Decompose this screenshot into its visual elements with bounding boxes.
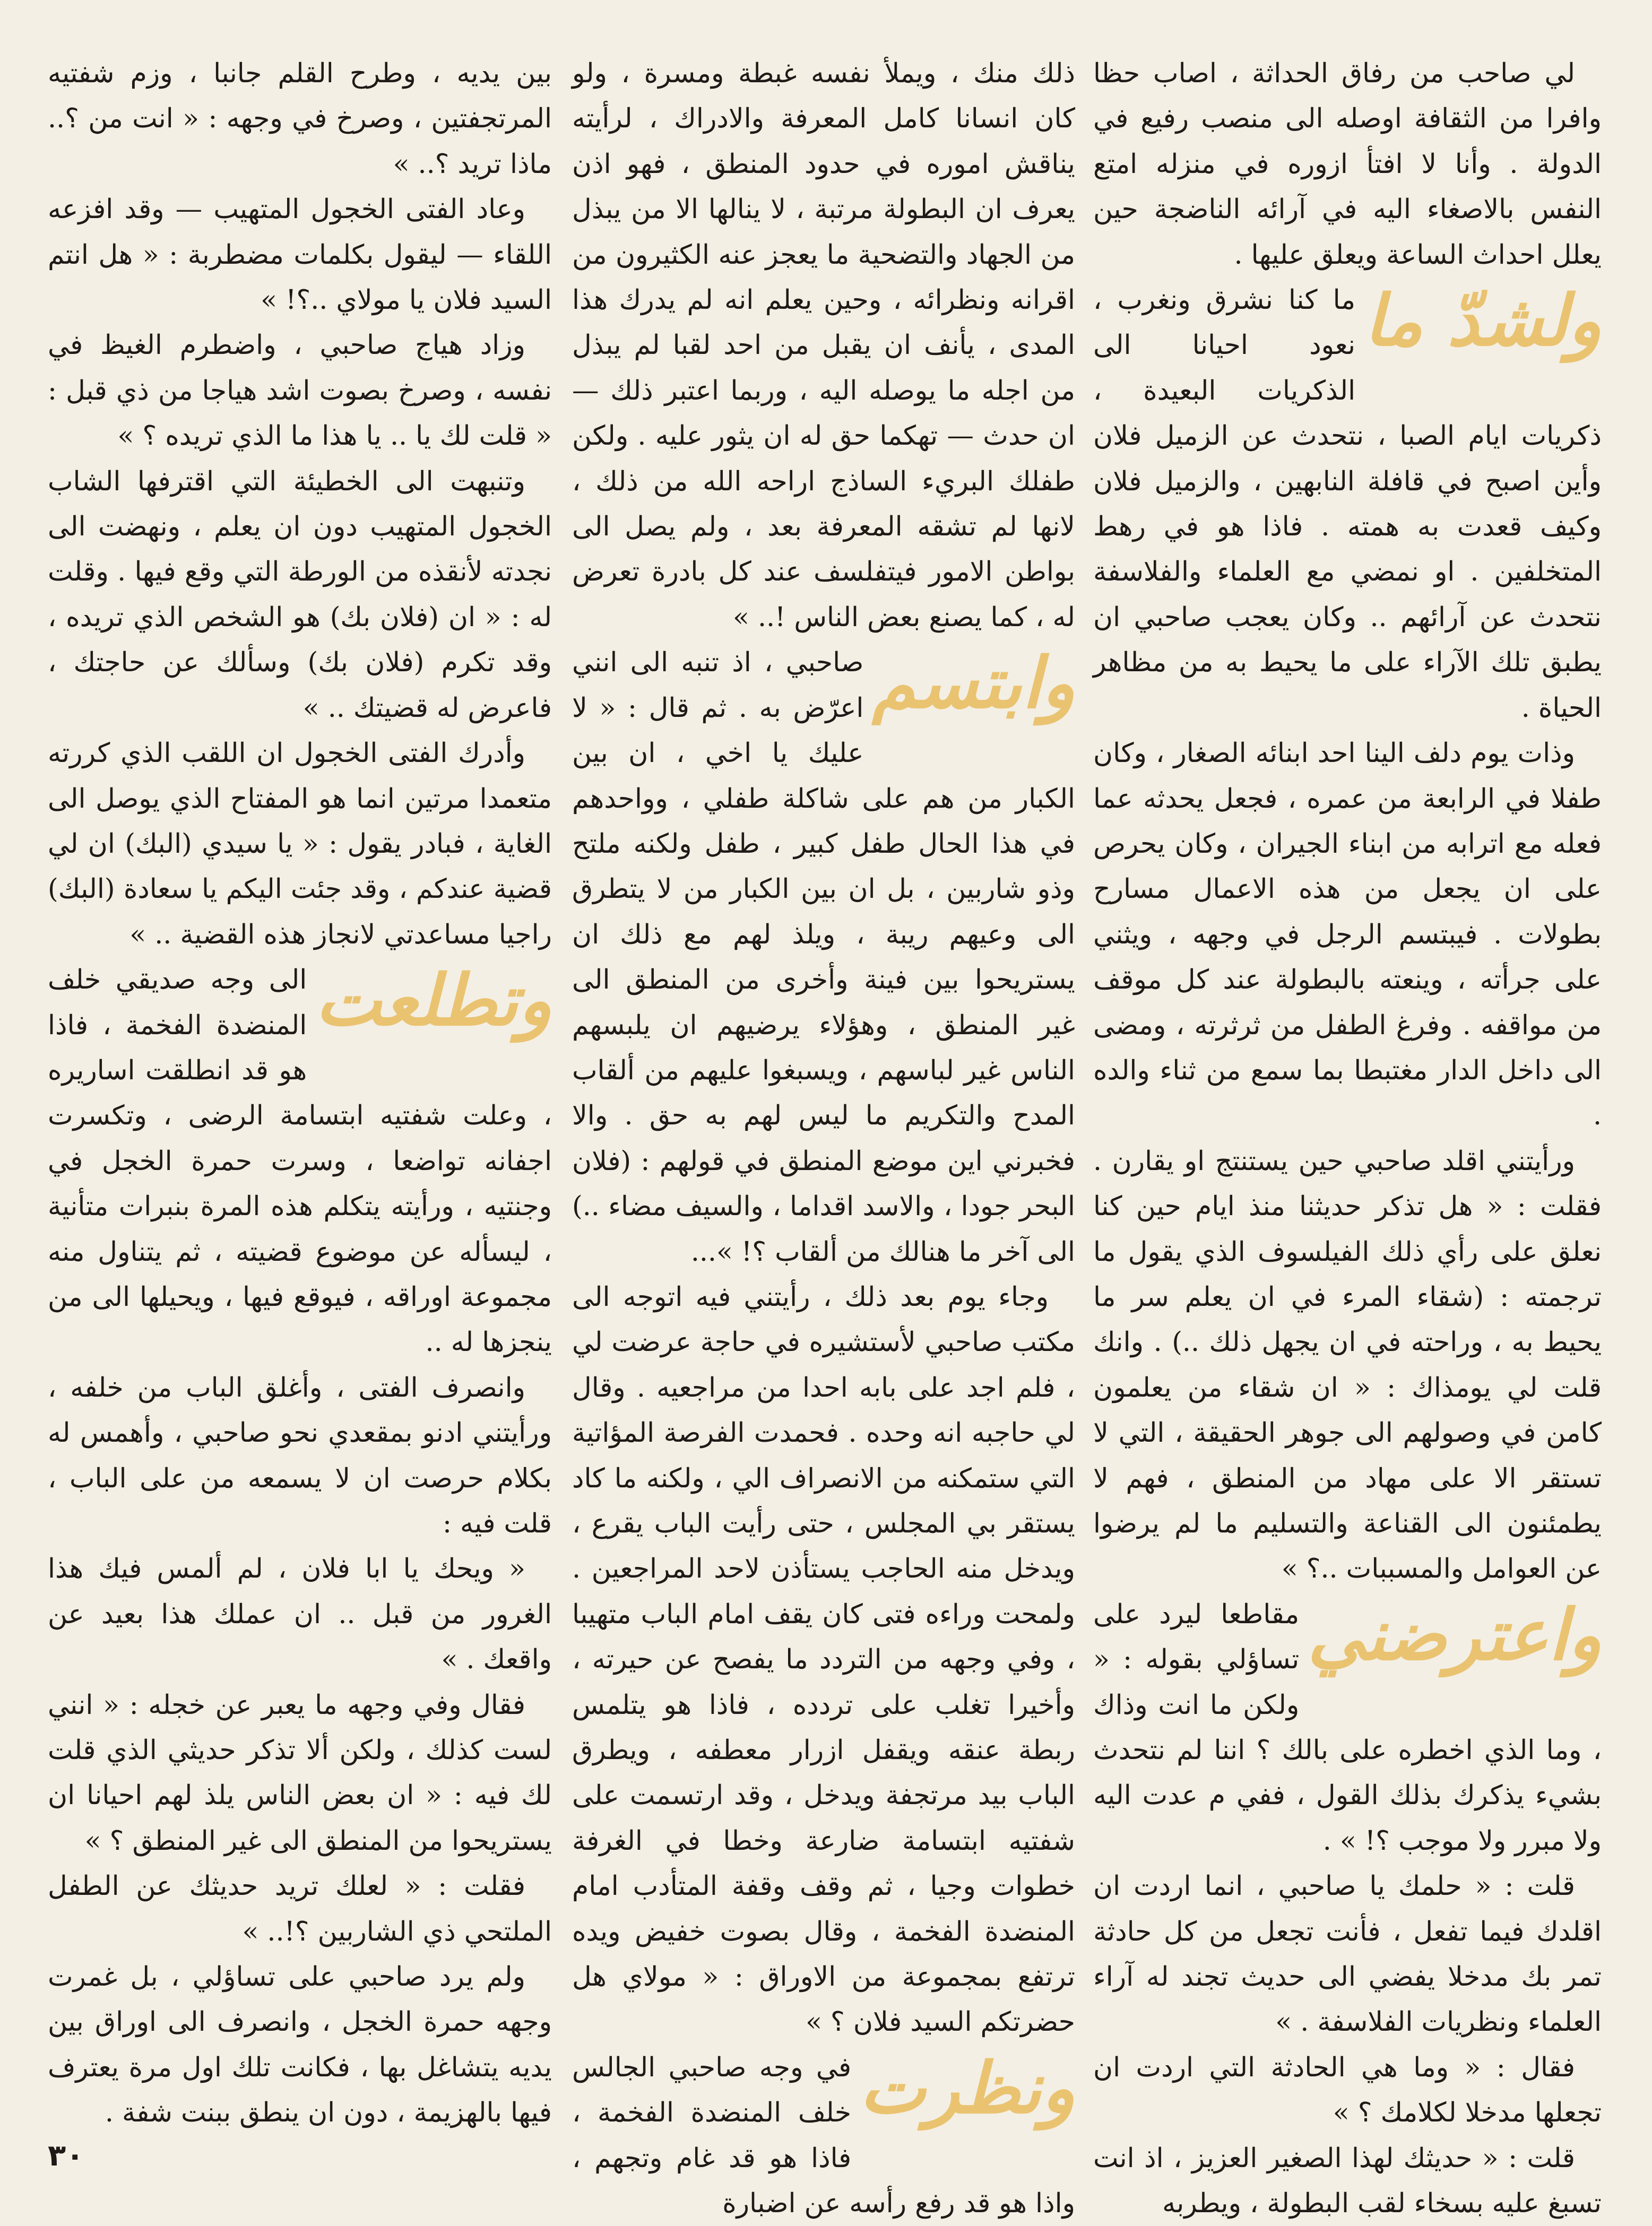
paragraph-text: وأدرك الفتى الخجول ان اللقب الذي كررته متعمدا مرتين انما هو المفتاح الذي يوصل الى الغاية ، فبادر يقول : « يا سيدي (البك) ان لي قضية عندكم ، وقد جئت اليكم يا سعادة (البك) راجيا مساعدتي لانجاز هذه القضية .. » bbox=[48, 737, 552, 950]
paragraph bbox=[1093, 1863, 1602, 2045]
decorative-initial-word: وابتسم bbox=[872, 642, 1075, 725]
paragraph-text: مقاطعا ليرد على تساؤلي بقوله : « ولكن ما انت وذاك ، وما الذي اخطره على بالك ؟ اننا لم نتحدث بشيء يذكرك بذلك القول ، ففي م عدت اليه ولا مبرر ولا موجب ؟! » . bbox=[1093, 1598, 1602, 1856]
paragraph-text: وعاد الفتى الخجول المتهيب — وقد افزعه اللقاء — ليقول بكلمات مضطربة : « هل انتم السيد فلان يا مولاي ..؟! » bbox=[48, 193, 552, 316]
paragraph bbox=[48, 1546, 552, 1682]
paragraph bbox=[48, 1365, 552, 1546]
decorative-initial-word: وتطلعت bbox=[315, 959, 552, 1042]
paragraph bbox=[48, 322, 552, 458]
paragraph bbox=[1093, 1138, 1602, 1591]
page-number: ٣٠ bbox=[48, 2138, 84, 2173]
paragraph bbox=[48, 730, 552, 957]
paragraph-text: فقال : « وما هي الحادثة التي اردت ان تجعلها مدخلا لكلامك ؟ » bbox=[1093, 2051, 1602, 2128]
paragraph-text: ورأيتني اقلد صاحبي حين يستنتج او يقارن . فقلت : « هل تذكر حديثنا منذ ايام حين كنا نعلق على رأي ذلك الفيلسوف الذي يقول ما ترجمته : (شقاء المرء في ان يعلم سر ما يحيط به ، وراحته في ان يجهل ذلك ..) . وانك قلت لي يومذاك : « ان شقاء من يعلمون كامن في وصولهم الى جوهر الحقيقة ، التي لا تستقر الا على مهاد من المنطق ، فهم لا يطمئنون الى القناعة والتسليم ما لم يرضوا عن العوامل والمسببات ..؟ » bbox=[1093, 1145, 1602, 1584]
paragraph-text: قلت : « حديثك لهذا الصغير العزيز ، اذ انت تسبغ عليه بسخاء لقب البطولة ، ويطربه bbox=[1093, 2142, 1602, 2219]
paragraph-text: ذلك منك ، ويملأ نفسه غبطة ومسرة ، ولو كان انسانا كامل المعرفة والادراك ، لرأيته يناقش اموره في حدود المنطق ، فهو اذن يعرف ان البطولة مرتبة ، لا ينالها الا من يبذل من الجهاد والتضحية ما يعجز عنه الكثيرون من اقرانه ونظرائه ، وحين يعلم انه لم يدرك هذا المدى ، يأنف ان يقبل من احد لقبا لم يبذل من اجله ما يوصله اليه ، وربما اعتبر ذلك — ان حدث — تهكما حق له ان يثور عليه . ولكن طفلك البريء الساذج اراحه الله من ذلك ، لانها لم تشقه المعرفة بعد ، ولم يصل الى بواطن الامور فيتفلسف عند كل بادرة تعرض له ، كما يصنع بعض الناس !.. » bbox=[572, 57, 1075, 633]
paragraph bbox=[1093, 50, 1602, 277]
paragraph-text: في وجه صاحبي الجالس خلف المنضدة الفخمة ، فاذا هو قد غام وتجهم ، واذا هو قد رفع رأسه عن اضبارة bbox=[572, 2051, 1075, 2219]
paragraph bbox=[1093, 2135, 1602, 2226]
paragraph-text: صاحبي ، اذ تنبه الى انني اعرّض به . ثم قال : « لا عليك يا اخي ، ان بين الكبار من هم على شاكلة طفلي ، وواحدهم في هذا الحال طفل كبير ، طفل ولكنه ملتح وذو شاربين ، بل ان بين الكبار من لا يتطرق الى وعيهم ريبة ، ويلذ لهم مع ذلك ان يستريحوا بين فينة وأخرى من المنطق الى غير المنطق ، وهؤلاء يرضيهم ان يلبسهم الناس غير لباسهم ، ويسبغوا عليهم من ألقاب المدح والتكريم ما ليس لهم به حق . والا فخبرني اين موضع المنطق في قولهم : (فلان البحر جودا ، والاسد اقداما ، والسيف مضاء ..) الى آخر ما هنالك من ألقاب ؟! »... bbox=[572, 646, 1075, 1267]
column-middle bbox=[572, 50, 1075, 2219]
paragraph-text: ولم يرد صاحبي على تساؤلي ، بل غمرت وجهه حمرة الخجل ، وانصرف الى اوراق بين يديه يتشاغل بها ، فكانت تلك اول مرة يعترف فيها بالهزيمة ، دون ان ينطق ببنت شفة . bbox=[48, 1961, 552, 2128]
paragraph bbox=[572, 2045, 1075, 2226]
paragraph bbox=[48, 50, 552, 186]
paragraph-text: « ويحك يا ابا فلان ، لم ألمس فيك هذا الغرور من قبل .. ان عملك هذا بعيد عن واقعك . » bbox=[48, 1553, 552, 1675]
decorative-initial-word: ونظرت bbox=[860, 2047, 1075, 2129]
decorative-initial-word: ولشدّ ما bbox=[1364, 280, 1602, 362]
paragraph bbox=[48, 1682, 552, 1864]
paragraph-text: فقال وفي وجهه ما يعبر عن خجله : « انني لست كذلك ، ولكن ألا تذكر حديثي الذي قلت لك فيه : « ان بعض الناس يلذ لهم احيانا ان يستريحوا من المنطق الى غير المنطق ؟ » bbox=[48, 1688, 552, 1856]
paragraph-text: ما كنا نشرق ونغرب ، نعود احيانا الى الذكريات البعيدة ، ذكريات ايام الصبا ، نتحدث عن الزميل فلان وأين اصبح في قافلة النابهين ، والزميل فلان وكيف قعدت به همته . فاذا هو في رهط المتخلفين . او نمضي مع العلماء والفلاسفة نتحدث عن آرائهم .. وكان يعجب صاحبي ان يطبق تلك الآراء على ما يحيط به من مظاهر الحياة . bbox=[1093, 284, 1602, 723]
paragraph bbox=[1093, 2045, 1602, 2135]
column-left bbox=[48, 50, 552, 2128]
paragraph bbox=[1093, 1591, 1602, 1863]
paragraph bbox=[48, 186, 552, 322]
paragraph bbox=[1093, 277, 1602, 730]
paragraph-text: الى وجه صديقي خلف المنضدة الفخمة ، فاذا هو قد انطلقت اساريره ، وعلت شفتيه ابتسامة الرضى ، وتكسرت اجفانه تواضعا ، وسرت حمرة الخجل في وجنتيه ، ورأيته يتكلم هذه المرة بنبرات متأنية ، ليسأله عن موضوع قضيته ، ثم يتناول منه مجموعة اوراقه ، فيوقع فيها ، ويحيلها الى من ينجزها له .. bbox=[48, 964, 552, 1358]
paragraph-text: وذات يوم دلف الينا احد ابنائه الصغار ، وكان طفلا في الرابعة من عمره ، فجعل يحدثه عما فعله مع اترابه من ابناء الجيران ، وكان يحرص على ان يجعل من هذه الاعمال مسارح بطولات . فيبتسم الرجل في وجهه ، ويثني على جرأته ، وينعته بالبطولة عند كل موقف من مواقفه . وفرغ الطفل من ثرثرته ، ومضى الى داخل الدار مغتبطا بما سمع من ثناء والده . bbox=[1093, 737, 1602, 1131]
decorative-initial-word: واعترضني bbox=[1308, 1593, 1602, 1676]
paragraph-text: قلت : « حلمك يا صاحبي ، انما اردت ان اقلدك فيما تفعل ، فأنت تجعل من كل حادثة تمر بك مدخلا يفضي الى حديث تجند له آراء العلماء ونظريات الفلاسفة . » bbox=[1093, 1870, 1602, 2038]
paragraph bbox=[572, 1274, 1075, 2045]
paragraph bbox=[48, 1863, 552, 1954]
paragraph bbox=[1093, 730, 1602, 1138]
paragraph bbox=[48, 458, 552, 730]
paragraph-text: وانصرف الفتى ، وأغلق الباب من خلفه ، ورأيتني ادنو بمقعدي نحو صاحبي ، وأهمس له بكلام حرصت ان لا يسمعه من على الباب ، قلت فيه : bbox=[48, 1371, 552, 1539]
paragraph-text: بين يديه ، وطرح القلم جانبا ، وزم شفتيه المرتجفتين ، وصرخ في وجهه : « انت من ؟.. ماذا تريد ؟.. » bbox=[48, 57, 552, 179]
paragraph-text: وجاء يوم بعد ذلك ، رأيتني فيه اتوجه الى مكتب صاحبي لأستشيره في حاجة عرضت لي ، فلم اجد على بابه احدا من مراجعيه . وقال لي حاجبه انه وحده . فحمدت الفرصة المؤاتية التي ستمكنه من الانصراف الي ، ولكنه ما كاد يستقر بي المجلس ، حتى رأيت الباب يقرع ، ويدخل منه الحاجب يستأذن لاحد المراجعين . ولمحت وراءه فتى كان يقف امام الباب متهيبا ، وفي وجهه من التردد ما يفصح عن حيرته ، وأخيرا تغلب على تردده ، فاذا هو يتلمس ربطة عنقه ويقفل ازرار معطفه ، ويطرق الباب بيد مرتجفة ويدخل ، وقد ارتسمت على شفتيه ابتسامة ضارعة وخطا في الغرفة خطوات وجيا ، ثم وقف وقفة المتأدب امام المنضدة الفخمة ، وقال بصوت خفيض ويده ترتفع بمجموعة من الاوراق : « مولاي هل حضرتكم السيد فلان ؟ » bbox=[572, 1280, 1075, 2038]
paragraph-text: فقلت : « لعلك تريد حديثك عن الطفل الملتحي ذي الشاربين ؟!.. » bbox=[48, 1870, 552, 1947]
paragraph bbox=[48, 1954, 552, 2135]
paragraph bbox=[572, 639, 1075, 1274]
paragraph-text: وتنبهت الى الخطيئة التي اقترفها الشاب الخجول المتهيب دون ان يعلم ، ونهضت الى نجدته لأنقذه من الورطة التي وقع فيها . وقلت له : « ان (فلان بك) هو الشخص الذي تريده ، وقد تكرم (فلان بك) وسألك عن حاجتك ، فاعرض له قضيتك .. » bbox=[48, 465, 552, 723]
column-right bbox=[1093, 50, 1602, 2219]
paragraph-text: لي صاحب من رفاق الحداثة ، اصاب حظا وافرا من الثقافة اوصله الى منصب رفيع في الدولة . وأنا لا افتأ ازوره في منزله امتع النفس بالاصغاء اليه في آرائه الناضجة حين يعلل احداث الساعة ويعلق عليها . bbox=[1093, 57, 1602, 270]
paragraph-text: وزاد هياج صاحبي ، واضطرم الغيظ في نفسه ، وصرخ بصوت اشد هياجا من ذي قبل : « قلت لك يا .. يا هذا ما الذي تريده ؟ » bbox=[48, 329, 552, 452]
paragraph bbox=[48, 957, 552, 1365]
paragraph bbox=[572, 50, 1075, 639]
